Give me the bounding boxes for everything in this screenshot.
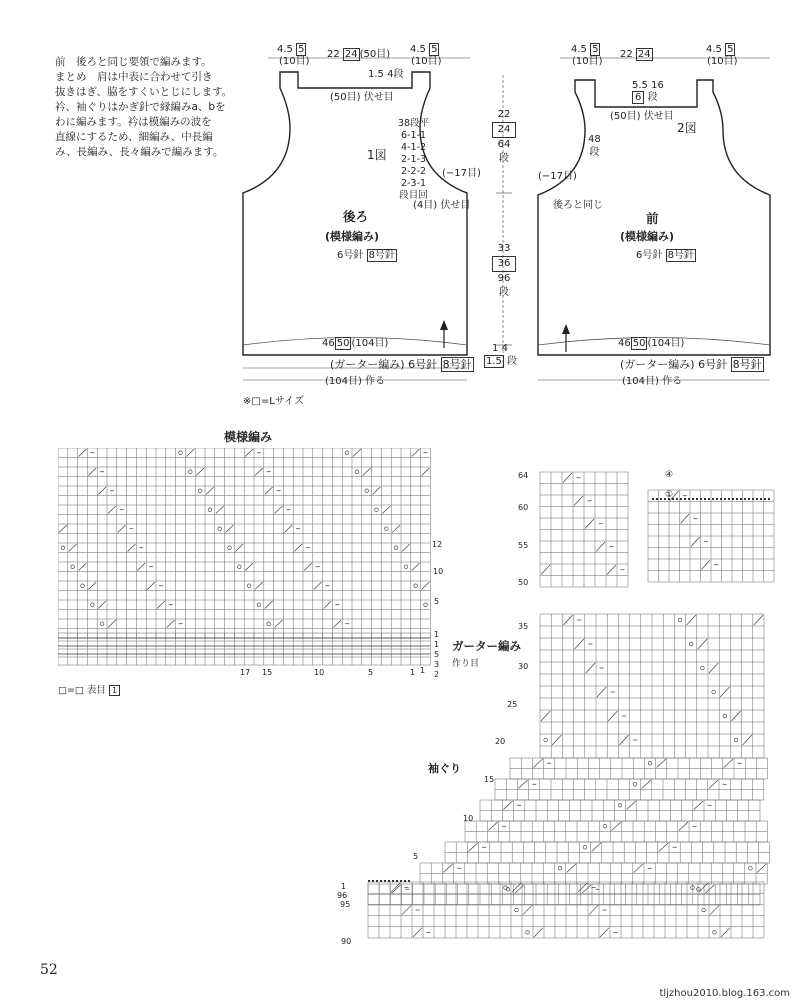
decrease-symbol (443, 864, 452, 873)
armhole-step-grid (368, 884, 760, 905)
decrease-symbol (757, 864, 766, 873)
decrease-symbol (691, 537, 700, 547)
decrease-symbol (563, 615, 572, 625)
decrease-symbol (586, 663, 595, 673)
intro-line: 衿、袖ぐりはかぎ針で縁編みa、bを (55, 101, 226, 113)
front-neck-depth: 5.5 16 6 段 (632, 80, 664, 103)
decrease-symbol (596, 542, 605, 552)
decrease-symbol (88, 582, 96, 590)
yarn-over-symbol (648, 761, 652, 765)
chart1-col-label: 1 (410, 668, 416, 677)
yarn-over-symbol (218, 527, 222, 531)
armhole-step-grid (495, 779, 764, 800)
decrease-symbol (167, 620, 175, 628)
yarn-over-symbol (734, 738, 738, 742)
yarn-over-symbol (583, 845, 587, 849)
decrease-symbol (642, 780, 651, 789)
page-number: 52 (40, 962, 58, 978)
intro-line: まとめ 肩は中表に合わせて引き (55, 71, 213, 83)
chart1-row-label: 10 (433, 567, 444, 576)
yarn-over-symbol (702, 908, 706, 912)
back-shoulder-left: 4.5 5 (277, 44, 305, 55)
decrease-symbol (196, 468, 204, 476)
decrease-symbol (284, 525, 292, 533)
yarn-over-symbol (238, 565, 242, 569)
chart2-row-label: 5 (413, 852, 419, 861)
decrease-symbol (659, 843, 668, 852)
decrease-symbol (754, 615, 763, 625)
chart2-row-label: 10 (463, 814, 474, 823)
chart1-row-label: 2 (434, 670, 440, 679)
yarn-over-symbol (723, 714, 727, 718)
armhole-step-grid (480, 800, 760, 821)
decrease-symbol (391, 883, 400, 892)
back-arrowhead (440, 320, 448, 330)
intro-line: わに編みます。衿は模編みの波を (55, 116, 212, 128)
chart1-row-label: 1 (434, 640, 440, 649)
decrease-symbol (468, 843, 477, 852)
chart2-row-label: 64 (518, 471, 529, 480)
yarn-over-symbol (267, 622, 271, 626)
decrease-symbol (402, 905, 411, 914)
decrease-symbol (699, 883, 708, 892)
decrease-symbol (585, 519, 594, 529)
decrease-symbol (597, 687, 606, 697)
decrease-symbol (147, 582, 155, 590)
decrease-symbol (533, 759, 542, 768)
front-needle: 6号針 8号針 (636, 250, 694, 261)
yarn-over-symbol (100, 622, 104, 626)
decrease-symbol (731, 711, 740, 721)
decrease-symbol (600, 928, 609, 937)
yarn-over-symbol (749, 866, 753, 870)
decrease-symbol (69, 544, 77, 552)
decrease-symbol (412, 449, 420, 457)
chart2-right-label: ① (665, 490, 674, 500)
decrease-symbol (523, 905, 532, 914)
front-same-as-back: 後ろと同じ (553, 200, 603, 211)
decrease-symbol (245, 563, 253, 571)
yarn-over-symbol (515, 908, 519, 912)
chart1-row-label: 1 (434, 630, 440, 639)
chart1-row-label: 1 (420, 666, 426, 675)
chart2-row-label: 25 (507, 700, 518, 709)
armhole-mid-grid (540, 614, 764, 758)
mid-hem-dim-box: 1.5 段 (486, 356, 518, 367)
back-title: 後ろ (343, 209, 369, 224)
back-shoulder-right: 4.5 5 (410, 44, 438, 55)
armhole-step-grid (465, 821, 767, 842)
yarn-over-symbol (689, 642, 693, 646)
back-hem-pattern: (ガーター編み) 6号針 8号針 (330, 358, 472, 371)
yarn-over-symbol (189, 470, 193, 474)
mid-arm-dim: 22 24 64 段 (492, 108, 516, 166)
chart1-garter-label: ガーター編み (452, 639, 521, 653)
decrease-symbol (578, 883, 587, 892)
yarn-over-symbol (691, 886, 695, 890)
armhole-top-left-grid (540, 472, 628, 587)
back-neck-depth: 1.5 4段 (368, 69, 404, 80)
yarn-over-symbol (179, 451, 183, 455)
chart1-col-label: 10 (314, 668, 325, 677)
chart2-right-label: ④ (665, 470, 674, 480)
front-hem-pattern: (ガーター編み) 6号針 8号針 (620, 358, 762, 371)
watermark: tljzhou2010.blog.163.com (659, 988, 790, 999)
back-shoulder-left-sts: (10目) (279, 56, 310, 67)
yarn-over-symbol (71, 565, 75, 569)
armhole-top-right-grid (648, 490, 774, 582)
decrease-symbol (353, 449, 361, 457)
decrease-symbol (541, 711, 550, 721)
decrease-symbol (702, 560, 711, 570)
decrease-symbol (634, 864, 643, 873)
decrease-symbol (681, 514, 690, 524)
decrease-symbol (275, 620, 283, 628)
armhole-step-grid (420, 863, 767, 884)
decrease-symbol (563, 473, 572, 483)
front-fig-label: 2図 (677, 121, 697, 135)
decrease-symbol (503, 801, 512, 810)
decrease-symbol (186, 449, 194, 457)
yarn-over-symbol (61, 546, 65, 550)
chart1-legend: □=□ 表目 1 (58, 684, 120, 698)
armhole-step-grid (510, 758, 768, 779)
yarn-over-symbol (198, 489, 202, 493)
back-cast-on: (104目) 作る (325, 376, 386, 387)
front-neck-width: 22 24 (620, 49, 651, 60)
yarn-over-symbol (257, 603, 261, 607)
chart1-row-labels-top: 12 (432, 540, 443, 549)
decrease-symbol (226, 525, 234, 533)
chart1-row-label: 5 (434, 597, 440, 606)
decrease-symbol (619, 735, 628, 745)
yarn-over-symbol (618, 803, 622, 807)
back-neck-bindoff: (50目) 伏せ目 (330, 92, 394, 103)
chart1-title: 模様編み (224, 430, 273, 444)
armhole-chart (330, 462, 775, 947)
chart2-row-label: 55 (518, 541, 529, 550)
decrease-symbol (694, 801, 703, 810)
decrease-symbol (206, 487, 214, 495)
front-shoulder-right-sts: (10目) (707, 56, 738, 67)
chart2-row-label: 15 (484, 775, 495, 784)
back-armhole-dec: (−17目) (442, 168, 481, 179)
decrease-symbol (265, 601, 273, 609)
chart2-row-label: 35 (518, 622, 529, 631)
decrease-symbol (721, 928, 730, 937)
decrease-symbol (235, 544, 243, 552)
yarn-over-symbol (81, 584, 85, 588)
decrease-symbol (724, 759, 733, 768)
decrease-symbol (608, 711, 617, 721)
yarn-over-symbol (345, 451, 349, 455)
decrease-symbol (88, 468, 96, 476)
decrease-symbol (294, 544, 302, 552)
decrease-symbol (79, 563, 87, 571)
back-needle: 6号針 8号針 (337, 250, 395, 261)
front-arrowhead (562, 324, 570, 334)
decrease-symbol (512, 883, 521, 892)
back-armhole-bindoff: (4目) 伏せ目 (413, 200, 471, 211)
chart2-row-label: 60 (518, 503, 529, 512)
decrease-symbol (391, 885, 400, 894)
chart2-armhole-label: 袖ぐり (428, 762, 461, 775)
decrease-symbol (705, 885, 714, 894)
chart1-row-label: 5 (434, 650, 440, 659)
back-shoulder-right-sts: (10目) (411, 56, 442, 67)
decrease-symbol (59, 525, 67, 533)
yarn-over-symbol (544, 738, 548, 742)
decrease-symbol (574, 496, 583, 506)
decrease-symbol (698, 639, 707, 649)
decrease-symbol (534, 928, 543, 937)
yarn-over-symbol (558, 866, 562, 870)
chart2-row-label: 30 (518, 662, 529, 671)
decrease-symbol (710, 905, 719, 914)
yarn-over-symbol (247, 584, 251, 588)
front-shoulder-right: 4.5 5 (706, 44, 734, 55)
chart1-cast-on-label: 作り目 (452, 659, 480, 669)
decrease-symbol (679, 822, 688, 831)
decrease-symbol (687, 615, 696, 625)
armhole-bottom-grid (368, 882, 764, 938)
yarn-over-symbol (701, 666, 705, 670)
front-hem-width: 46 50 (104目) (618, 338, 685, 349)
front-cast-on: (104目) 作る (622, 376, 683, 387)
decrease-symbol (612, 822, 621, 831)
decrease-symbol (709, 780, 718, 789)
chart2-row-label: 1 (341, 882, 347, 891)
chart2-row-label: 90 (341, 937, 352, 946)
yarn-over-symbol (712, 690, 716, 694)
yarn-over-symbol (713, 931, 717, 935)
decrease-symbol (627, 801, 636, 810)
decrease-symbol (518, 780, 527, 789)
decrease-symbol (720, 687, 729, 697)
decrease-symbol (245, 449, 253, 457)
decrease-symbol (314, 582, 322, 590)
decrease-symbol (488, 822, 497, 831)
yarn-over-symbol (208, 508, 212, 512)
front-shoulder-left-sts: (10目) (572, 56, 603, 67)
yarn-over-symbol (678, 618, 682, 622)
decrease-symbol (98, 601, 106, 609)
schematic-diagrams (0, 0, 800, 420)
decrease-symbol (589, 905, 598, 914)
intro-line: 前 後ろと同じ要領で編みます。 (55, 56, 212, 68)
decrease-symbol (541, 565, 550, 575)
decrease-symbol (592, 843, 601, 852)
decrease-symbol (743, 735, 752, 745)
front-shoulder-left: 4.5 5 (571, 44, 599, 55)
decrease-symbol (118, 525, 126, 533)
yarn-over-symbol (697, 887, 701, 891)
decrease-symbol (98, 487, 106, 495)
front-neck-bindoff: (50目) 伏せ目 (610, 111, 674, 122)
decrease-symbol (567, 864, 576, 873)
back-decrease-list: 38段平 6-1-1 4-1-2 2-1-3 2-2-2 2-3-1 段目回 (398, 118, 430, 201)
decrease-symbol (575, 639, 584, 649)
chart2-row-label: 95 (340, 900, 351, 909)
decrease-symbol (255, 468, 263, 476)
decrease-symbol (275, 506, 283, 514)
front-armhole-dec: (−17目) (538, 171, 577, 182)
decrease-symbol (216, 506, 224, 514)
intro-line: み、長編み、長々編みで編みます。 (55, 146, 224, 158)
size-note: ※□=Lサイズ (243, 396, 304, 407)
decrease-symbol (265, 487, 273, 495)
decrease-symbol (108, 506, 116, 514)
decrease-symbol (607, 565, 616, 575)
decrease-symbol (515, 885, 524, 894)
yarn-over-symbol (633, 782, 637, 786)
chart2-row-label: 20 (495, 737, 506, 746)
decrease-symbol (304, 563, 312, 571)
front-title: 前 (646, 211, 659, 226)
decrease-symbol (137, 563, 145, 571)
armhole-step-grid (445, 842, 770, 863)
front-pattern: (模様編み) (620, 230, 675, 243)
yarn-over-symbol (526, 931, 530, 935)
decrease-symbol (157, 601, 165, 609)
intro-line: 抜きはぎ、脇をすくいとじにします。 (55, 86, 233, 98)
yarn-over-symbol (91, 603, 95, 607)
back-pattern: (模様編み) (325, 230, 380, 243)
decrease-symbol (79, 449, 87, 457)
decrease-symbol (709, 663, 718, 673)
decrease-symbol (255, 582, 263, 590)
back-hem-width: 46 50 (104目) (322, 338, 389, 349)
mid-hem-dim: 1 4 (492, 343, 508, 354)
decrease-symbol (582, 885, 591, 894)
yarn-over-symbol (228, 546, 232, 550)
decrease-symbol (657, 759, 666, 768)
decrease-symbol (128, 544, 136, 552)
chart2-row-label: 50 (518, 578, 529, 587)
mid-body-dim: 33 36 96 段 (492, 242, 516, 300)
chart1-col-label: 15 (262, 668, 273, 677)
decrease-symbol (413, 928, 422, 937)
chart2-row-label: 96 (337, 891, 348, 900)
chart1-col-label: 5 (368, 668, 374, 677)
front-armhole-rows: 48 段 (588, 134, 601, 158)
back-neck-width: 22 24 (50目) (327, 49, 391, 60)
chart1-row-label: 3 (434, 660, 440, 669)
back-fig-label: 1図 (367, 148, 387, 162)
chart1-col-label: 17 (240, 668, 251, 677)
decrease-symbol (108, 620, 116, 628)
intro-line: 直線にするため、細編み、中長編 (55, 131, 213, 143)
yarn-over-symbol (603, 824, 607, 828)
decrease-symbol (552, 735, 561, 745)
